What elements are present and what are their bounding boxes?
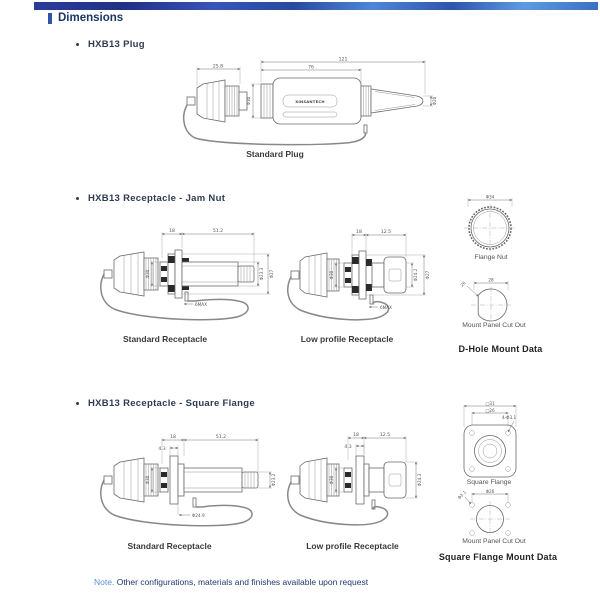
dim-flange-thickness: 4.3: [344, 445, 352, 450]
plug-heading: HXB13 Plug: [76, 39, 145, 50]
square-flange-front-drawing: [458, 401, 520, 479]
square-low-profile-caption: Low profile Receptacle: [306, 541, 399, 551]
dim-front-length: 18: [169, 229, 175, 234]
dim-body-length: 12.5: [379, 433, 391, 438]
dim-barrel-dia: Φ24.2: [413, 268, 418, 282]
dim-mount-holes: 4-Φ3.1: [502, 415, 517, 420]
dim-panel-max: 6MAX: [380, 305, 393, 310]
dim-thread-dia: Φ27: [425, 270, 430, 280]
plug-caption: Standard Plug: [246, 149, 304, 159]
dim-body-length: 76: [308, 65, 314, 71]
heading-accent-bar: [48, 13, 52, 24]
dim-flange-thickness: 4.3: [158, 447, 166, 452]
dim-front-length: 18: [353, 433, 359, 438]
d-hole-cutout-label: Mount Panel Cut Out: [462, 322, 526, 329]
jam-nut-standard-drawing: [98, 212, 278, 337]
brand-label: XINSANTECH: [295, 99, 325, 104]
dim-cutout-flat: 26: [459, 280, 467, 288]
bullet-icon: [76, 43, 79, 46]
dim-barrel-dia: Φ24.3: [417, 473, 422, 487]
dim-barrel-dia: Φ23.3: [259, 267, 264, 281]
jam-nut-low-profile-caption: Low profile Receptacle: [300, 334, 394, 344]
square-cutout-drawing: [458, 489, 520, 539]
dim-body-length: 51.2: [212, 229, 224, 234]
square-flange-low-profile-drawing: [286, 420, 431, 542]
square-flange-label: Square Flange: [466, 479, 512, 486]
square-cutout-label: Mount Panel Cut Out: [462, 538, 526, 545]
dim-thread-dia: Φ27: [269, 269, 274, 279]
dim-shell-dia: Φ30: [329, 270, 334, 280]
dim-panel-max: 6MAX: [195, 302, 208, 307]
d-hole-mount-title: D-Hole Mount Data: [458, 344, 543, 354]
standard-plug-drawing: [183, 56, 463, 151]
dim-hole-pitch: □26: [485, 408, 495, 413]
dim-flange-nut-dia: Φ34: [485, 194, 495, 200]
dim-shell-dia: Φ30: [145, 475, 150, 485]
square-mount-title: Square Flange Mount Data: [438, 552, 558, 562]
square-flange-heading: HXB13 Receptacle - Square Flange: [76, 398, 255, 409]
square-flange-standard-drawing: [98, 418, 283, 543]
top-banner: [34, 2, 598, 10]
jam-nut-standard-caption: Standard Receptacle: [122, 334, 208, 344]
dim-shell-dia: Φ30: [145, 269, 150, 279]
note-text: Other configurations, materials and finishes available upon request: [116, 577, 369, 587]
jam-nut-heading: HXB13 Receptacle - Jam Nut: [76, 193, 225, 204]
dim-total-length: 121: [338, 57, 348, 63]
flange-nut-label: Flange Nut: [474, 254, 508, 261]
section-title: Dimensions: [58, 12, 124, 24]
dim-front-length: 18: [356, 230, 362, 235]
dim-barrel-dia: Φ23.2: [271, 473, 276, 487]
dim-gland-dia: Φ24.9: [192, 513, 205, 518]
dim-cutout-dia: Φ26: [485, 489, 495, 494]
flange-nut-drawing: [458, 194, 523, 252]
bullet-icon: [76, 402, 79, 405]
dim-shell-dia: Φ30: [329, 475, 334, 485]
bullet-icon: [76, 197, 79, 200]
note-label: Note.: [94, 577, 115, 587]
dim-cutout-width: 28: [488, 277, 494, 283]
dim-front-length: 18: [170, 435, 176, 440]
dim-tail-dia: Φ20: [432, 96, 437, 106]
section-dimensions: [48, 12, 123, 24]
dim-flange-outer: □31: [485, 401, 495, 406]
dim-body-length: 12.5: [380, 230, 392, 235]
dim-body-length: 51.2: [215, 435, 227, 440]
d-hole-cutout-drawing: [454, 278, 526, 324]
jam-nut-low-profile-drawing: [286, 215, 431, 337]
footer-note: [94, 577, 368, 587]
dim-cutout-hole: Φ3.1: [456, 489, 468, 501]
square-standard-caption: Standard Receptacle: [127, 541, 212, 551]
dim-body-dia: Φ30: [246, 96, 251, 106]
dim-cap-length: 25.8: [212, 64, 224, 70]
